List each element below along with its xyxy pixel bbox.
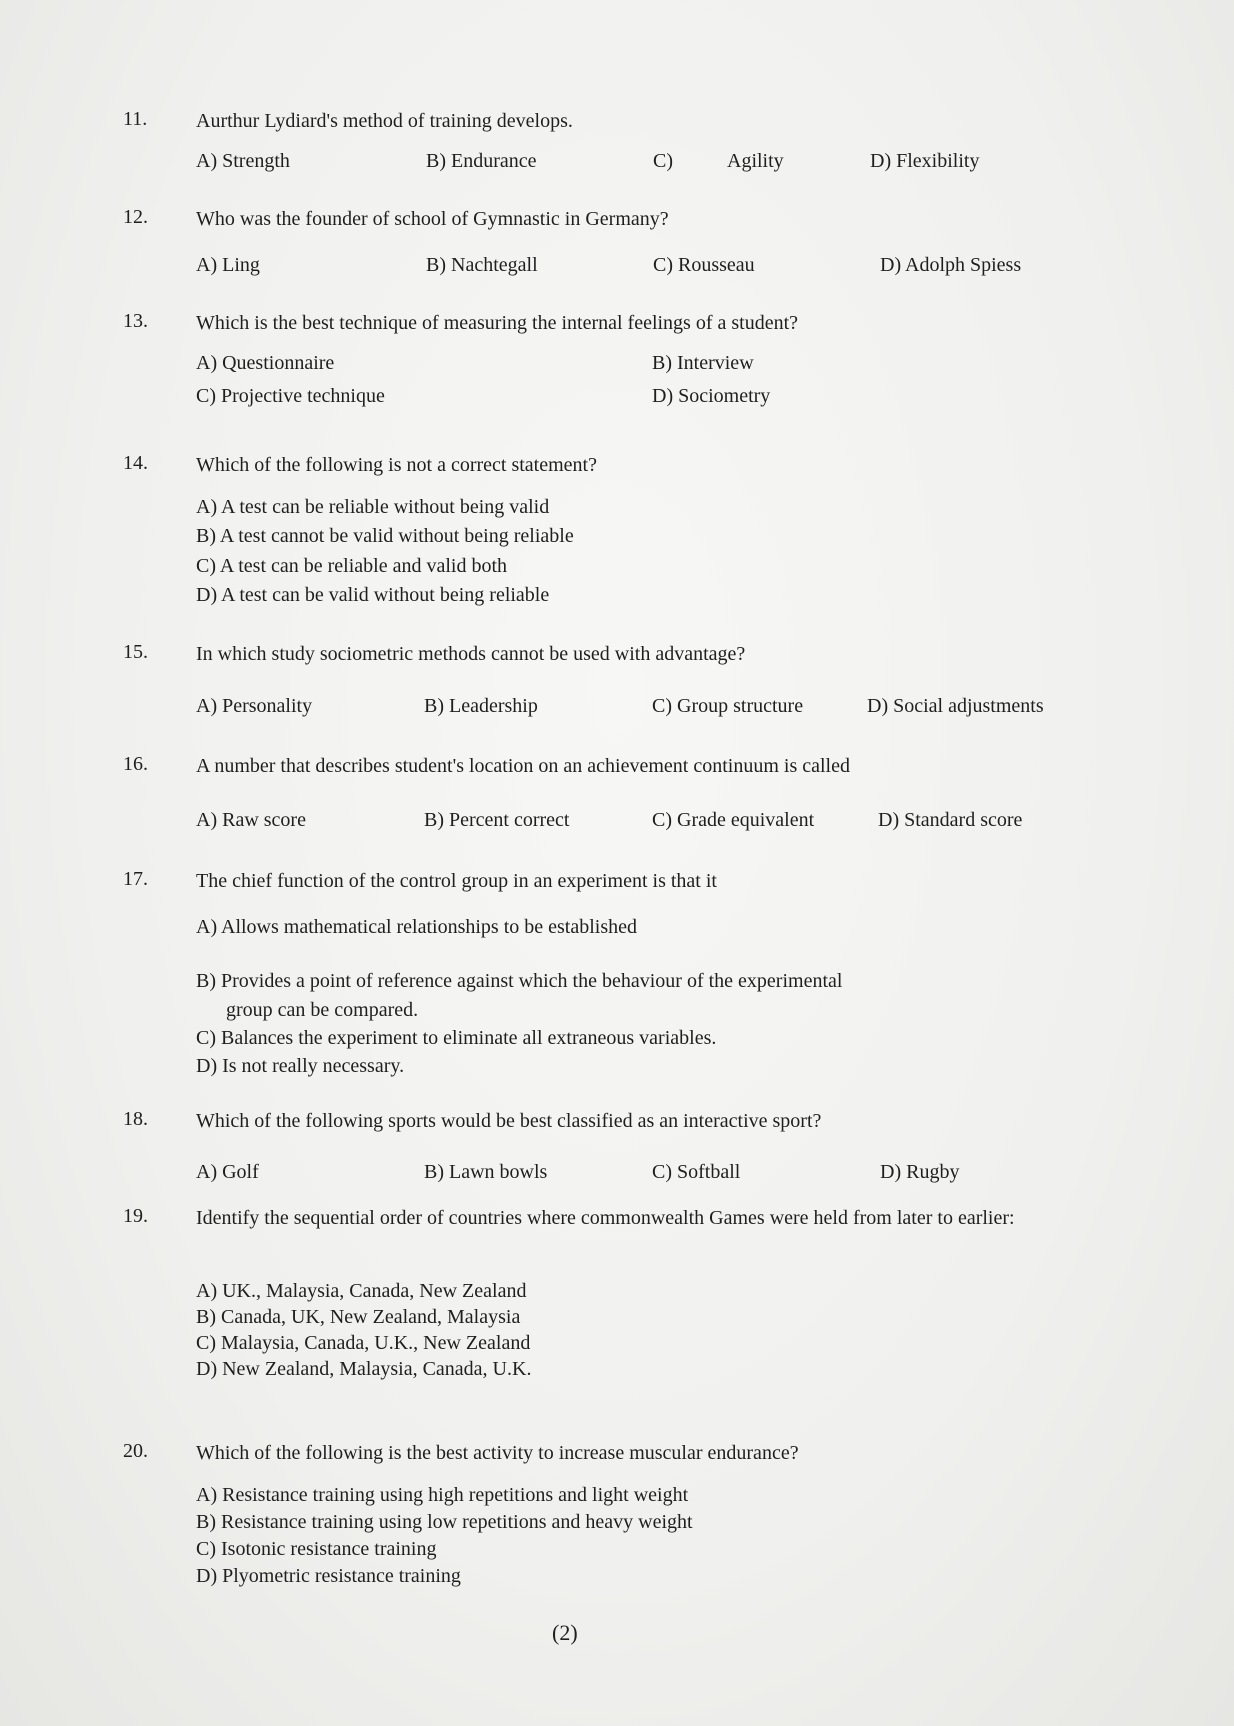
option-a: A) Golf: [196, 1161, 259, 1183]
option-b: B) Interview: [652, 352, 754, 374]
page-number: (2): [552, 1620, 578, 1645]
option-b: B) Canada, UK, New Zealand, Malaysia: [196, 1306, 521, 1328]
question-text: Who was the founder of school of Gymnastic in Germany?: [196, 208, 669, 230]
option-c: C) Group structure: [652, 695, 804, 717]
question-text: A number that describes student's location on an achievement continuum is called: [196, 755, 850, 777]
question-text: Identify the sequential order of countries where commonwealth Games were held from later to earlier:: [196, 1207, 1015, 1229]
option-a: A) Allows mathematical relationships to be established: [196, 916, 638, 938]
question-number: 16.: [123, 753, 148, 775]
option-d: D) Flexibility: [870, 150, 980, 172]
option-b: B) Lawn bowls: [424, 1161, 548, 1183]
option-a: A) Ling: [196, 254, 260, 276]
option-d: D) Social adjustments: [867, 695, 1044, 717]
option-b: B) Percent correct: [424, 809, 570, 831]
option-a: A) Raw score: [196, 809, 306, 831]
question-number: 11.: [123, 108, 148, 130]
question-text: Which of the following is not a correct statement?: [196, 454, 597, 476]
option-c: C) Malaysia, Canada, U.K., New Zealand: [196, 1332, 531, 1354]
question-number: 19.: [123, 1205, 148, 1227]
option-c-text: Agility: [727, 150, 784, 172]
option-b: B) Endurance: [426, 150, 537, 172]
question-text: Which of the following is the best activity to increase muscular endurance?: [196, 1442, 799, 1464]
option-a: A) Personality: [196, 695, 313, 717]
question-text: The chief function of the control group in an experiment is that it: [196, 870, 717, 892]
option-c: C) Isotonic resistance training: [196, 1538, 437, 1560]
question-number: 17.: [123, 868, 148, 890]
option-b: B) Provides a point of reference against which the behaviour of the experimental: [196, 970, 843, 992]
question-number: 13.: [123, 310, 148, 332]
option-c: C) Rousseau: [653, 254, 755, 276]
option-c: C) Balances the experiment to eliminate all extraneous variables.: [196, 1027, 717, 1049]
question-number: 12.: [123, 206, 148, 228]
option-d: D) Standard score: [878, 809, 1023, 831]
option-c: C) Projective technique: [196, 385, 385, 407]
option-d: D) Plyometric resistance training: [196, 1565, 461, 1587]
option-a: A) Resistance training using high repetitions and light weight: [196, 1484, 689, 1506]
question-number: 18.: [123, 1108, 148, 1130]
option-c: C) Grade equivalent: [652, 809, 815, 831]
question-text: Which of the following sports would be best classified as an interactive sport?: [196, 1110, 822, 1132]
question-number: 15.: [123, 641, 148, 663]
option-a: A) Strength: [196, 150, 290, 172]
option-d: D) Is not really necessary.: [196, 1055, 405, 1077]
question-number: 20.: [123, 1440, 148, 1462]
option-d: D) New Zealand, Malaysia, Canada, U.K.: [196, 1358, 532, 1380]
option-c: C) Softball: [652, 1161, 741, 1183]
option-b-continued: group can be compared.: [226, 999, 419, 1021]
question-number: 14.: [123, 452, 148, 474]
option-c: C) A test can be reliable and valid both: [196, 555, 508, 577]
option-b: B) A test cannot be valid without being reliable: [196, 525, 574, 547]
bleed-through-line: [110, 160, 114, 180]
option-b: B) Leadership: [424, 695, 538, 717]
question-text: Which is the best technique of measuring the internal feelings of a student?: [196, 312, 799, 334]
question-text: Aurthur Lydiard's method of training develops.: [196, 110, 573, 132]
option-d: D) A test can be valid without being reliable: [196, 584, 550, 606]
option-a: A) UK., Malaysia, Canada, New Zealand: [196, 1280, 527, 1302]
option-d: D) Sociometry: [652, 385, 771, 407]
option-a: A) Questionnaire: [196, 352, 335, 374]
option-a: A) A test can be reliable without being valid: [196, 496, 550, 518]
question-text: In which study sociometric methods cannot be used with advantage?: [196, 643, 746, 665]
option-d: D) Rugby: [880, 1161, 960, 1183]
option-c: C): [653, 150, 673, 172]
option-b: B) Resistance training using low repetitions and heavy weight: [196, 1511, 693, 1533]
option-d: D) Adolph Spiess: [880, 254, 1022, 276]
option-b: B) Nachtegall: [426, 254, 538, 276]
